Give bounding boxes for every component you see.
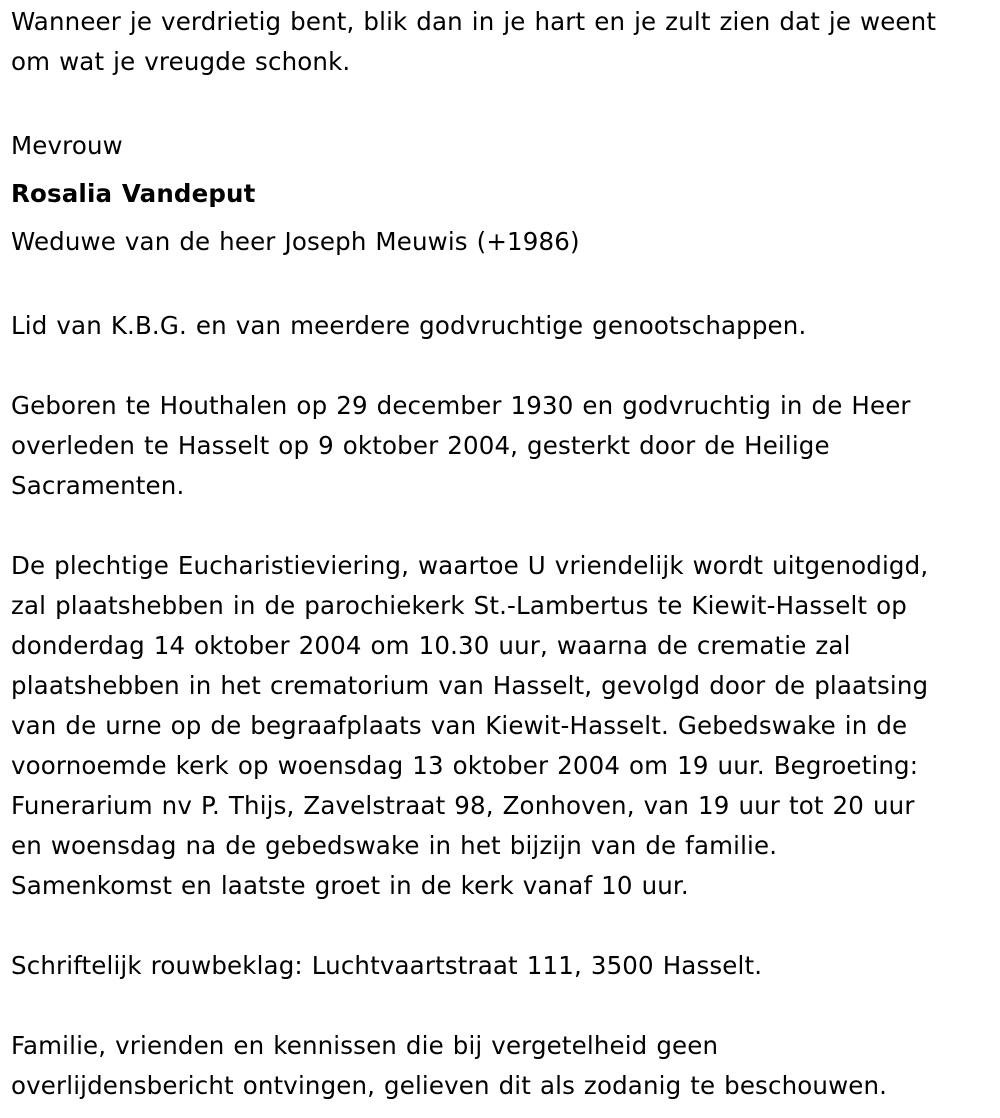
membership-paragraph: Lid van K.B.G. en van meerdere godvruchtige genootschappen. bbox=[11, 311, 807, 340]
spacer bbox=[11, 266, 995, 306]
widow-of-line: Weduwe van de heer Joseph Meuwis (+1986) bbox=[11, 227, 580, 256]
deceased-name: Rosalia Vandeput bbox=[11, 179, 256, 208]
birth-death-paragraph: Geboren te Houthalen op 29 december 1930 en godvruchtig in de Heer overleden te Hasselt op 9 oktober 2004, gesterkt door de Heilige Sacramenten. bbox=[11, 391, 911, 500]
spacer bbox=[11, 986, 995, 1026]
spacer bbox=[11, 346, 995, 386]
condolence-paragraph: Schriftelijk rouwbeklag: Luchtvaartstraat 111, 3500 Hasselt. bbox=[11, 951, 763, 980]
spacer bbox=[11, 82, 995, 122]
spacer bbox=[11, 906, 995, 946]
obituary-document bbox=[11, 2, 995, 1106]
honorific-title: Mevrouw bbox=[11, 131, 123, 160]
quote-paragraph: Wanneer je verdrietig bent, blik dan in je hart en je zult zien dat je weent om wat je vreugde schonk. bbox=[11, 7, 937, 76]
spacer bbox=[11, 506, 995, 546]
ceremony-paragraph: De plechtige Eucharistieviering, waartoe U vriendelijk wordt uitgenodigd, zal plaatshebben in de parochiekerk St.-Lambertus te Kiewit-Hasselt op donderdag 14 oktober 2004 om 10.30 uur, waarna de crematie zal plaatshebben in het crematorium van Hasselt, gevolgd door de plaatsing van de urne op de begraafplaats van Kiewit-Hasselt. Gebedswake in de voornoemde kerk op woensdag 13 oktober 2004 om 19 uur. Begroeting: Funerarium nv P. Thijs, Zavelstraat 98, Zonhoven, van 19 uur tot 20 uur en woensdag na de gebedswake in het bijzijn van de familie. Samenkomst en laatste groet in de kerk vanaf 10 uur. bbox=[11, 551, 929, 900]
closing-paragraph: Familie, vrienden en kennissen die bij vergetelheid geen overlijdensbericht ontvingen, gelieven dit als zodanig te beschouwen. bbox=[11, 1031, 888, 1100]
